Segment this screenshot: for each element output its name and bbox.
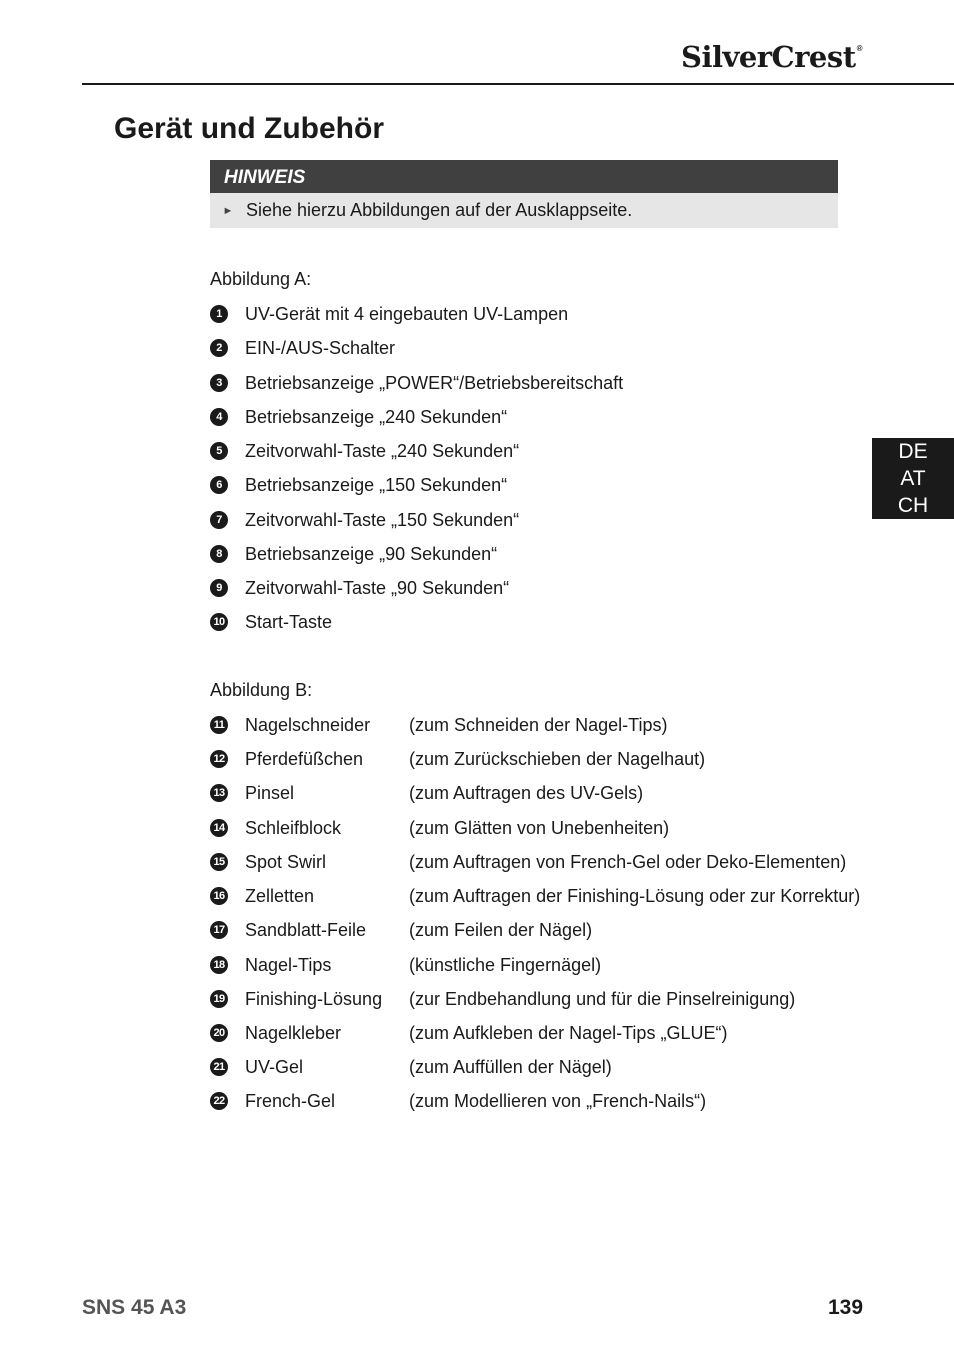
- item-name: Spot Swirl: [245, 851, 327, 872]
- list-item: [210, 747, 705, 771]
- item-name: Schleifblock: [245, 817, 342, 838]
- page-number: 139: [828, 1296, 864, 1319]
- item-text: Betriebsanzeige „90 Sekunden“: [245, 543, 498, 564]
- item-description: (zum Auffüllen der Nägel): [409, 1056, 612, 1077]
- item-text: Betriebsanzeige „POWER“/Betriebsbereitschaft: [245, 372, 624, 393]
- number-badge: 6: [210, 476, 228, 494]
- item-name: Nagelschneider: [245, 714, 371, 735]
- list-item: [210, 987, 795, 1011]
- brand-logo: [681, 40, 862, 74]
- note-body: [210, 193, 838, 228]
- item-description: (zum Zurückschieben der Nagelhaut): [409, 748, 706, 769]
- list-item: [210, 816, 669, 840]
- number-badge: 22: [210, 1092, 228, 1110]
- list-item: [210, 576, 509, 600]
- language-code: CH: [897, 494, 929, 517]
- list-item: [210, 1021, 727, 1045]
- item-description: (zur Endbehandlung und für die Pinselreinigung): [409, 988, 796, 1009]
- number-badge: 3: [210, 374, 228, 392]
- page-title: Gerät und Zubehör: [114, 112, 384, 145]
- note-text: Siehe hierzu Abbildungen auf der Ausklappseite.: [246, 200, 633, 220]
- figure-b-label: Abbildung B:: [210, 680, 313, 700]
- number-badge: 5: [210, 442, 228, 460]
- number-badge: 12: [210, 750, 228, 768]
- list-item: [210, 473, 507, 497]
- footer-model: SNS 45 A3: [82, 1296, 187, 1319]
- item-description: (zum Modellieren von „French-Nails“): [409, 1090, 707, 1111]
- item-text: Zeitvorwahl-Taste „240 Sekunden“: [245, 440, 520, 461]
- item-text: Betriebsanzeige „240 Sekunden“: [245, 406, 508, 427]
- list-item: [210, 918, 592, 942]
- number-badge: 14: [210, 819, 228, 837]
- item-name: Zelletten: [245, 885, 315, 906]
- list-item: [210, 542, 497, 566]
- list-item: [210, 371, 623, 395]
- list-item: [210, 884, 860, 908]
- item-name: Finishing-Lösung: [245, 988, 383, 1009]
- number-badge: 16: [210, 887, 228, 905]
- number-badge: 7: [210, 511, 228, 529]
- item-name: French-Gel: [245, 1090, 336, 1111]
- item-text: UV-Gerät mit 4 eingebauten UV-Lampen: [245, 303, 569, 324]
- figure-a-label: Abbildung A:: [210, 269, 312, 289]
- list-item: [210, 953, 601, 977]
- list-item: [210, 302, 568, 326]
- item-description: (zum Auftragen des UV-Gels): [409, 782, 644, 803]
- item-text: Betriebsanzeige „150 Sekunden“: [245, 474, 508, 495]
- number-badge: 9: [210, 579, 228, 597]
- item-text: Zeitvorwahl-Taste „150 Sekunden“: [245, 509, 520, 530]
- list-item: [210, 713, 667, 737]
- list-item: [210, 508, 519, 532]
- number-badge: 17: [210, 921, 228, 939]
- list-item: [210, 405, 507, 429]
- number-badge: 2: [210, 339, 228, 357]
- number-badge: 13: [210, 784, 228, 802]
- language-code: AT: [900, 467, 926, 490]
- item-text: Start-Taste: [245, 611, 333, 632]
- list-item: [210, 439, 519, 463]
- item-name: UV-Gel: [245, 1056, 304, 1077]
- number-badge: 10: [210, 613, 228, 631]
- number-badge: 15: [210, 853, 228, 871]
- brand-name: SilverCrest: [681, 40, 856, 74]
- item-name: Nagelkleber: [245, 1022, 342, 1043]
- list-item: [210, 1055, 612, 1079]
- item-name: Nagel-Tips: [245, 954, 332, 975]
- number-badge: 20: [210, 1024, 228, 1042]
- item-name: Sandblatt-Feile: [245, 919, 367, 940]
- item-description: (zum Auftragen von French-Gel oder Deko-Elementen): [409, 851, 847, 872]
- number-badge: 4: [210, 408, 228, 426]
- item-description: (zum Schneiden der Nagel-Tips): [409, 714, 668, 735]
- number-badge: 18: [210, 956, 228, 974]
- number-badge: 21: [210, 1058, 228, 1076]
- item-description: (zum Auftragen der Finishing-Lösung oder zur Korrektur): [409, 885, 861, 906]
- item-text: EIN-/AUS-Schalter: [245, 337, 396, 358]
- item-description: (zum Aufkleben der Nagel-Tips „GLUE“): [409, 1022, 728, 1043]
- item-description: (zum Glätten von Unebenheiten): [409, 817, 670, 838]
- number-badge: 8: [210, 545, 228, 563]
- item-description: (künstliche Fingernägel): [409, 954, 602, 975]
- note-box: [210, 160, 838, 228]
- list-item: [210, 336, 395, 360]
- list-item: [210, 610, 332, 634]
- list-item: [210, 850, 846, 874]
- note-heading: HINWEIS: [210, 160, 838, 193]
- list-item: [210, 1089, 706, 1113]
- item-name: Pferdefüßchen: [245, 748, 364, 769]
- language-tab: [872, 438, 954, 519]
- registered-mark: ®: [856, 44, 862, 53]
- language-code: DE: [898, 440, 928, 463]
- number-badge: 1: [210, 305, 228, 323]
- item-description: (zum Feilen der Nägel): [409, 919, 593, 940]
- number-badge: 19: [210, 990, 228, 1008]
- item-text: Zeitvorwahl-Taste „90 Sekunden“: [245, 577, 510, 598]
- list-item: [210, 781, 643, 805]
- number-badge: 11: [210, 716, 228, 734]
- item-name: Pinsel: [245, 782, 295, 803]
- header-rule: [82, 83, 954, 85]
- triangle-bullet-icon: ►: [222, 204, 234, 217]
